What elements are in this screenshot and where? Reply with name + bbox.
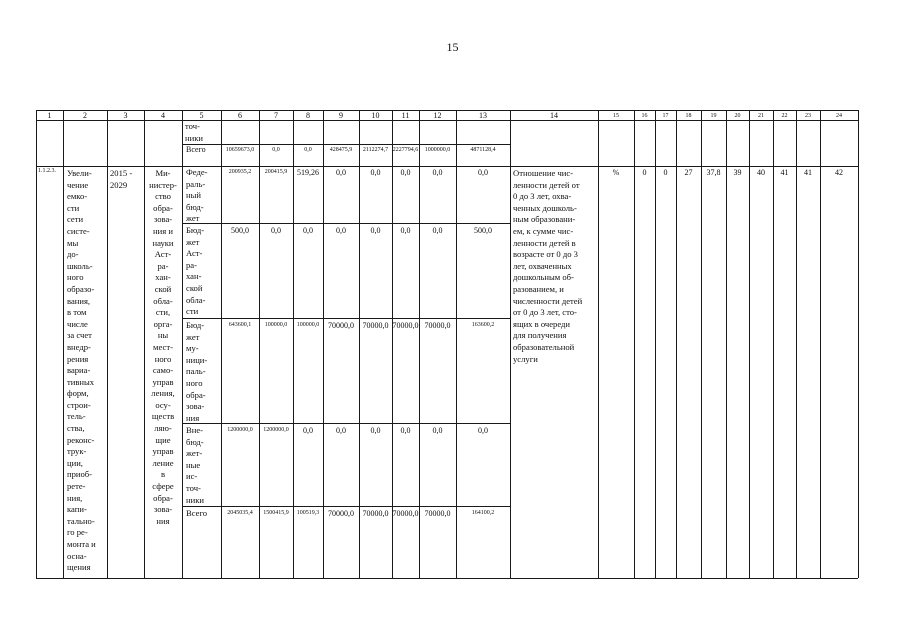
table-rule-v: [107, 110, 108, 578]
executor: Ми- нистер- ство обра- зова- ния и науки Аст- ра- хан- ской обла- сти, орга- ны мест- ного само- управ ления, осу- ществ ляю- щие управ ление в сфере обра- зова- ния: [149, 168, 177, 526]
funding-value: 0,0: [400, 226, 411, 235]
table-rule-v: [182, 110, 183, 578]
funding-source-label: Бюд- жет му- ници- паль- ного обра- зова- ния: [186, 320, 208, 423]
table-rule-v: [36, 110, 37, 578]
table-rule-h: [510, 166, 598, 167]
funding-value: 0,0: [478, 168, 488, 177]
table-rule-h: [36, 120, 858, 121]
table-rule-v: [510, 110, 511, 578]
indicator-text: Отношение чис- ленности детей от 0 до 3 лет, охва- ченных дошколь- ным образовани- ем, к сумме чис- ленности детей в возрасте от 0 до 3 лет, охваченных дошкольным об- разованием, и численности детей от 0 до 3 лет, сто- ящих в очереди для получения образовательной услуги: [513, 168, 583, 364]
table-rule-v: [655, 110, 656, 578]
table-rule-h: [182, 144, 510, 145]
funding-value: 100000,0: [296, 322, 320, 328]
source-label-continued: точ- ники: [185, 121, 203, 143]
total-value: 428475,9: [329, 147, 353, 153]
funding-value: 0,0: [336, 426, 346, 435]
total-value: 4871128,4: [470, 147, 496, 153]
funding-value: 163600,2: [471, 322, 495, 328]
funding-value: 200415,9: [264, 169, 288, 175]
funding-value: 0,0: [478, 426, 488, 435]
table-rule-v: [359, 110, 360, 578]
funding-source-label: Вне- бюд- жет- ные ис- точ- ники: [186, 425, 204, 505]
table-rule-v: [796, 110, 797, 578]
funding-value: 70000,0: [392, 321, 419, 330]
funding-value: 519,26: [297, 168, 319, 177]
funding-value: 200935,2: [228, 169, 252, 175]
column-number-header: 16: [641, 113, 648, 119]
indicator-value: 42: [835, 168, 843, 177]
total-value: 2112274,7: [362, 147, 389, 153]
funding-value: 70000,0: [392, 509, 419, 518]
table-rule-v: [259, 110, 260, 578]
table-rule-h: [182, 223, 510, 224]
table-rule-v: [144, 110, 145, 578]
measure-name: Увели- чение емко- сти сети систе- мы до- школь- ного образо- вания, в том числе за счет внедр- рения вариа- тивных форм, строи- тель- ства, реконс- трук- ции, приоб- рете- ния, капи- тально- го ре- монта и осна- щения: [67, 168, 96, 573]
table-rule-v: [749, 110, 750, 578]
funding-value: 70000,0: [362, 509, 389, 518]
table-rule-v: [221, 110, 222, 578]
indicator-unit: %: [612, 168, 620, 177]
funding-value: 1500415,9: [263, 510, 289, 516]
column-number-header: 10: [371, 111, 380, 120]
table-rule-h: [182, 423, 510, 424]
table-rule-v: [323, 110, 324, 578]
column-number-header: 12: [433, 111, 442, 120]
table-rule-h: [36, 578, 858, 579]
column-number-header: 15: [613, 113, 619, 119]
column-number-header: 11: [401, 111, 410, 120]
total-label: Всего: [186, 145, 206, 154]
column-number-header: 9: [339, 111, 343, 120]
table-rule-h: [182, 506, 510, 507]
period: 2015 - 2029: [110, 168, 133, 190]
column-number-header: 2: [83, 111, 87, 120]
funding-value: 70000,0: [328, 321, 354, 330]
funding-value: 70000,0: [424, 509, 451, 518]
funding-value: 500,0: [474, 226, 492, 235]
funding-value: 0,0: [432, 226, 443, 235]
column-number-header: 21: [758, 113, 764, 119]
funding-value: 0,0: [370, 168, 381, 177]
column-number-header: 19: [710, 113, 717, 119]
table-rule-v: [726, 110, 727, 578]
funding-value: 0,0: [336, 226, 346, 235]
funding-value: 500,0: [231, 226, 249, 235]
table-rule-v: [63, 110, 64, 578]
column-number-header: 3: [123, 111, 128, 120]
column-number-header: 8: [306, 111, 310, 120]
funding-value: 1200000,0: [227, 427, 253, 433]
funding-value: 70000,0: [328, 509, 354, 518]
table-rule-v: [293, 110, 294, 578]
column-number-header: 4: [161, 111, 165, 120]
funding-value: 0,0: [370, 226, 381, 235]
funding-source-label: Всего: [186, 508, 208, 518]
indicator-value: 37,8: [706, 168, 721, 177]
funding-value: 0,0: [432, 168, 443, 177]
indicator-value: 39: [733, 168, 742, 177]
funding-value: 1200000,0: [263, 427, 289, 433]
column-number-header: 5: [199, 111, 204, 120]
funding-value: 643600,1: [228, 322, 252, 328]
total-value: 0,0: [304, 147, 312, 153]
table-rule-v: [598, 110, 599, 578]
column-number-header: 14: [550, 111, 558, 120]
row-number: 1.1.2.3.: [38, 168, 56, 174]
table-rule-h: [182, 318, 510, 319]
funding-value: 70000,0: [424, 321, 451, 330]
funding-value: 100000,0: [264, 322, 288, 328]
funding-value: 164100,2: [471, 510, 495, 516]
indicator-value: 0: [663, 168, 668, 177]
funding-source-label: Бюд- жет Аст- ра- хан- ской обла- сти: [186, 225, 206, 317]
column-number-header: 6: [238, 111, 242, 120]
table-rule-v: [858, 110, 859, 578]
funding-value: 100519,3: [296, 510, 320, 516]
column-number-header: 24: [836, 113, 842, 119]
column-number-header: 20: [734, 113, 741, 119]
table-rule-v: [676, 110, 677, 578]
column-number-header: 18: [685, 113, 692, 119]
column-number-header: 17: [662, 113, 669, 119]
total-value: 1000000,0: [424, 147, 451, 153]
table-rule-v: [419, 110, 420, 578]
funding-value: 0,0: [303, 426, 313, 435]
table-rule-v: [456, 110, 457, 578]
funding-source-label: Феде- раль- ный бюд- жет: [186, 167, 208, 224]
table-rule-v: [773, 110, 774, 578]
page-number: 15: [446, 40, 459, 54]
column-number-header: 13: [479, 111, 487, 120]
column-number-header: 7: [274, 111, 278, 120]
funding-value: 0,0: [271, 226, 281, 235]
table-rule-v: [820, 110, 821, 578]
total-value: 10659673,0: [225, 147, 255, 153]
funding-value: 0,0: [400, 168, 411, 177]
total-value: 0,0: [272, 147, 280, 153]
funding-value: 0,0: [303, 226, 313, 235]
table-rule-h: [36, 166, 858, 167]
indicator-value: 41: [804, 168, 812, 177]
indicator-value: 0: [642, 168, 647, 177]
total-value: 2227794,6: [392, 147, 419, 153]
funding-value: 0,0: [370, 426, 381, 435]
funding-value: 2045035,4: [227, 510, 253, 516]
funding-value: 0,0: [432, 426, 443, 435]
column-number-header: 23: [805, 113, 811, 119]
funding-value: 70000,0: [362, 321, 389, 330]
funding-value: 0,0: [336, 168, 346, 177]
indicator-value: 41: [780, 168, 789, 177]
column-number-header: 1: [47, 111, 52, 120]
table-rule-v: [392, 110, 393, 578]
indicator-value: 27: [684, 168, 693, 177]
column-number-header: 22: [781, 113, 788, 119]
table-rule-v: [634, 110, 635, 578]
indicator-value: 40: [757, 168, 765, 177]
funding-value: 0,0: [400, 426, 411, 435]
table-rule-v: [701, 110, 702, 578]
